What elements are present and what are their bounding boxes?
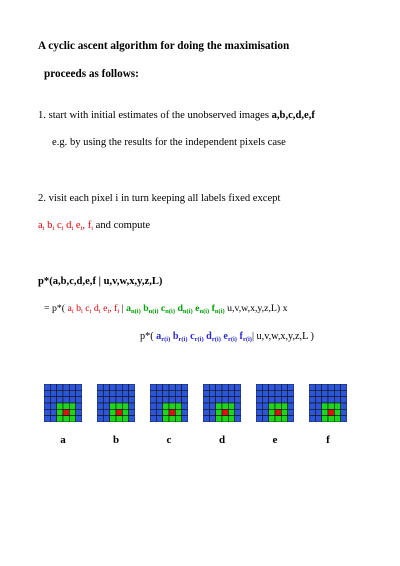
grid-cell — [156, 403, 162, 409]
grid-cell — [203, 384, 209, 390]
grid-cell — [169, 403, 175, 409]
formula-line-1: = p*( $a_i$ $b_i$ $c_i$ $d_i$ $e_i$, $f_i$ | $a_{n(i)}$ $b_{n(i)}$ $c_{n(i)}$ $d_{n(i)}$ $e_{n(i)}$ $f_{n(i)}$ u,v,w,x,y,z,L) x — [44, 303, 288, 315]
pixel-grid-b — [97, 384, 135, 422]
grid-cell — [216, 409, 222, 415]
grid-cell — [328, 384, 334, 390]
grid-cell — [97, 409, 103, 415]
grid-cell — [122, 403, 128, 409]
grid-cell — [281, 416, 287, 422]
grid-cell — [116, 416, 122, 422]
grid-cell — [44, 409, 50, 415]
grid-cell — [222, 416, 228, 422]
grid-cell — [209, 416, 215, 422]
grid-cell — [169, 390, 175, 396]
grid-cell — [228, 416, 234, 422]
grid-cell — [156, 397, 162, 403]
free-labels: $a_i$ $b_i$ $c_i$ $d_i$ $e_i$, $f_i$ — [38, 220, 94, 232]
grid-cell — [44, 390, 50, 396]
grid-cell — [203, 397, 209, 403]
grid-cell — [76, 403, 82, 409]
grid-cell — [262, 416, 268, 422]
grid-cell — [235, 397, 241, 403]
grid-cell — [281, 397, 287, 403]
grid-cell — [97, 384, 103, 390]
grid-cell — [129, 416, 135, 422]
grid-label-a: a — [60, 434, 66, 446]
grid-label-b: b — [112, 434, 120, 446]
grid-cell — [256, 390, 262, 396]
grid-cell — [69, 403, 75, 409]
step-1 — [38, 110, 315, 121]
grid-cell — [110, 416, 116, 422]
grid-cell — [235, 384, 241, 390]
grid-cell — [57, 397, 63, 403]
grid-cell — [103, 384, 109, 390]
grid-cell — [150, 397, 156, 403]
formula-lhs: p*(a,b,c,d,e,f | u,v,w,x,y,z,L) — [38, 276, 163, 287]
grid-cell — [334, 416, 340, 422]
grid-cell — [328, 409, 334, 415]
grid-cell — [228, 403, 234, 409]
grid-cell — [262, 384, 268, 390]
grid-cell — [203, 416, 209, 422]
grid-cell — [309, 416, 315, 422]
grid-cell — [334, 403, 340, 409]
grid-cell — [256, 403, 262, 409]
grid-cell — [209, 390, 215, 396]
grid-cell — [150, 403, 156, 409]
grid-cell — [288, 397, 294, 403]
grid-cell — [203, 390, 209, 396]
grid-cell — [209, 384, 215, 390]
grid-cell — [97, 390, 103, 396]
grid-cell — [262, 397, 268, 403]
grid-cell — [235, 403, 241, 409]
grid-cell — [209, 397, 215, 403]
grid-cell — [103, 416, 109, 422]
grid-cell — [116, 403, 122, 409]
grid-cell — [76, 409, 82, 415]
grid-cell — [315, 390, 321, 396]
grid-label-f: f — [326, 434, 330, 446]
grid-cell — [309, 390, 315, 396]
pixel-grid-c — [150, 384, 188, 422]
grid-cell — [328, 390, 334, 396]
formula-neighbour-labels: $a_{n(i)}$ $b_{n(i)}$ $c_{n(i)}$ $d_{n(i)}$ $e_{n(i)}$ $f_{n(i)}$ — [126, 303, 225, 315]
grid-cell — [341, 416, 347, 422]
grid-cell — [122, 384, 128, 390]
grid-cell — [222, 409, 228, 415]
grid-cell — [50, 409, 56, 415]
grid-cell — [129, 403, 135, 409]
grid-cell — [309, 384, 315, 390]
grid-cell — [281, 409, 287, 415]
grid-label-d: d — [218, 434, 226, 446]
compute-text: and compute — [93, 220, 151, 231]
grid-cell — [175, 390, 181, 396]
grid-cell — [76, 384, 82, 390]
grid-cell — [341, 384, 347, 390]
grid-cell — [156, 384, 162, 390]
grid-cell — [341, 403, 347, 409]
grid-cell — [97, 397, 103, 403]
grid-cell — [275, 384, 281, 390]
title-line-2: proceeds as follows: — [44, 68, 139, 80]
grid-cell — [103, 390, 109, 396]
grid-cell — [57, 384, 63, 390]
grid-cell — [222, 397, 228, 403]
grid-cell — [150, 384, 156, 390]
grid-cell — [57, 390, 63, 396]
grid-cell — [150, 416, 156, 422]
grid-cell — [116, 384, 122, 390]
grid-cell — [175, 409, 181, 415]
grid-cell — [163, 409, 169, 415]
grid-cell — [69, 416, 75, 422]
grid-cell — [63, 384, 69, 390]
grid-cell — [256, 409, 262, 415]
grid-cell — [328, 397, 334, 403]
grid-cell — [288, 384, 294, 390]
grid-cell — [76, 397, 82, 403]
grid-cell — [182, 397, 188, 403]
grid-cell — [163, 403, 169, 409]
grid-cell — [334, 384, 340, 390]
grid-cell — [116, 409, 122, 415]
grid-cell — [309, 403, 315, 409]
grid-cell — [63, 397, 69, 403]
grid-cell — [110, 390, 116, 396]
grid-cell — [228, 397, 234, 403]
grid-cell — [76, 390, 82, 396]
grid-cell — [315, 403, 321, 409]
step-1-text: 1. start with initial estimates of the unobserved images — [38, 110, 272, 121]
grid-cell — [322, 416, 328, 422]
grid-cell — [322, 409, 328, 415]
grid-cell — [182, 390, 188, 396]
grid-cell — [334, 397, 340, 403]
grid-cell — [216, 416, 222, 422]
grid-cell — [288, 416, 294, 422]
grid-cell — [315, 416, 321, 422]
grid-label-e: e — [272, 434, 278, 446]
grid-cell — [216, 390, 222, 396]
grid-cell — [150, 409, 156, 415]
grid-cell — [322, 397, 328, 403]
grid-cell — [182, 403, 188, 409]
grid-cell — [309, 397, 315, 403]
grid-cell — [228, 409, 234, 415]
grid-cell — [69, 409, 75, 415]
grid-cell — [163, 384, 169, 390]
grid-cell — [288, 409, 294, 415]
grid-cell — [122, 416, 128, 422]
grid-cell — [122, 409, 128, 415]
pixel-grid-f — [309, 384, 347, 422]
grid-cell — [334, 390, 340, 396]
grid-cell — [235, 409, 241, 415]
grid-cell — [156, 390, 162, 396]
grid-cell — [262, 390, 268, 396]
grid-cell — [69, 397, 75, 403]
grid-cell — [163, 390, 169, 396]
grid-cell — [50, 403, 56, 409]
grid-cell — [315, 409, 321, 415]
grid-cell — [50, 384, 56, 390]
grid-cell — [169, 416, 175, 422]
grid-cell — [110, 397, 116, 403]
grid-cell — [281, 403, 287, 409]
grid-cell — [44, 403, 50, 409]
grid-cell — [275, 397, 281, 403]
grid-cell — [57, 409, 63, 415]
grid-cell — [110, 384, 116, 390]
grid-cell — [129, 384, 135, 390]
grid-cell — [341, 409, 347, 415]
grid-cell — [269, 390, 275, 396]
grid-cell — [328, 403, 334, 409]
grid-cell — [156, 409, 162, 415]
grid-cell — [209, 403, 215, 409]
grid-cell — [103, 403, 109, 409]
grid-cell — [203, 403, 209, 409]
grid-cell — [129, 397, 135, 403]
grid-cell — [103, 397, 109, 403]
grid-cell — [163, 416, 169, 422]
grid-cell — [129, 409, 135, 415]
grid-cell — [175, 384, 181, 390]
title-line-1: A cyclic ascent algorithm for doing the maximisation — [38, 40, 290, 52]
grid-cell — [322, 384, 328, 390]
grid-cell — [209, 409, 215, 415]
grid-cell — [110, 409, 116, 415]
grid-cell — [69, 390, 75, 396]
grid-cell — [63, 409, 69, 415]
grid-cell — [235, 416, 241, 422]
grid-cell — [76, 416, 82, 422]
grid-cell — [275, 390, 281, 396]
step-1-note: e.g. by using the results for the independent pixels case — [52, 137, 286, 148]
grid-cell — [163, 397, 169, 403]
grid-cell — [222, 384, 228, 390]
grid-cell — [69, 384, 75, 390]
grid-cell — [175, 416, 181, 422]
grid-cell — [122, 390, 128, 396]
grid-cell — [262, 409, 268, 415]
grid-cell — [116, 390, 122, 396]
grid-cell — [288, 403, 294, 409]
grid-cell — [288, 390, 294, 396]
grid-cell — [44, 397, 50, 403]
pixel-grid-e — [256, 384, 294, 422]
grid-label-c: c — [166, 434, 172, 446]
grid-cell — [269, 397, 275, 403]
grid-cell — [281, 384, 287, 390]
grid-cell — [44, 416, 50, 422]
grid-cell — [322, 403, 328, 409]
grid-cell — [216, 384, 222, 390]
grid-cell — [97, 403, 103, 409]
pixel-grid-d — [203, 384, 241, 422]
grid-cell — [235, 390, 241, 396]
grid-cell — [175, 403, 181, 409]
grid-cell — [334, 409, 340, 415]
pixel-grid-a — [44, 384, 82, 422]
grid-cell — [122, 397, 128, 403]
grid-cell — [256, 384, 262, 390]
grid-cell — [50, 416, 56, 422]
formula-line-2: p*( $a_{r(i)}$ $b_{r(i)}$ $c_{r(i)}$ $d_{r(i)}$ $e_{r(i)}$ $f_{r(i)}|$ u,v,w,x,y,z,L ) — [140, 331, 314, 343]
grid-cell — [103, 409, 109, 415]
grid-cell — [150, 390, 156, 396]
grid-cell — [256, 397, 262, 403]
grid-cell — [129, 390, 135, 396]
grid-cell — [63, 390, 69, 396]
grid-cell — [63, 403, 69, 409]
grid-cell — [216, 397, 222, 403]
grid-cell — [110, 403, 116, 409]
grid-cell — [275, 403, 281, 409]
grid-cell — [309, 409, 315, 415]
grid-cell — [341, 397, 347, 403]
grid-cell — [57, 403, 63, 409]
grid-cell — [315, 384, 321, 390]
grid-cell — [169, 397, 175, 403]
grid-cell — [315, 397, 321, 403]
grid-cell — [269, 409, 275, 415]
grid-cell — [262, 403, 268, 409]
grid-cell — [50, 397, 56, 403]
grid-cell — [228, 384, 234, 390]
grid-cell — [203, 409, 209, 415]
formula-remote-labels: $a_{r(i)}$ $b_{r(i)}$ $c_{r(i)}$ $d_{r(i)}$ $e_{r(i)}$ $f_{r(i)}$ — [156, 331, 252, 343]
grid-cell — [341, 390, 347, 396]
grid-cell — [269, 416, 275, 422]
grid-cell — [281, 390, 287, 396]
grid-cell — [222, 403, 228, 409]
grid-cell — [275, 416, 281, 422]
step-2-labels-line — [38, 220, 150, 231]
formula-free-labels: $a_i$ $b_i$ $c_i$ $d_i$ $e_i$, $f_i$ — [67, 303, 120, 315]
grid-cell — [322, 390, 328, 396]
grid-cell — [182, 409, 188, 415]
grid-cell — [228, 390, 234, 396]
step-2: 2. visit each pixel i in turn keeping all labels fixed except — [38, 193, 281, 204]
grid-cell — [256, 416, 262, 422]
grid-cell — [216, 403, 222, 409]
grid-cell — [63, 416, 69, 422]
grid-cell — [156, 416, 162, 422]
grid-cell — [57, 416, 63, 422]
grid-cell — [116, 397, 122, 403]
grid-cell — [269, 384, 275, 390]
grid-cell — [169, 384, 175, 390]
step-1-images: a,b,c,d,e,f — [271, 110, 315, 121]
grid-cell — [182, 416, 188, 422]
grid-cell — [275, 409, 281, 415]
grid-cell — [50, 390, 56, 396]
grid-cell — [97, 416, 103, 422]
grid-cell — [175, 397, 181, 403]
grid-cell — [328, 416, 334, 422]
grid-cell — [222, 390, 228, 396]
grid-cell — [269, 403, 275, 409]
grid-cell — [182, 384, 188, 390]
grid-cell — [169, 409, 175, 415]
grid-cell — [44, 384, 50, 390]
